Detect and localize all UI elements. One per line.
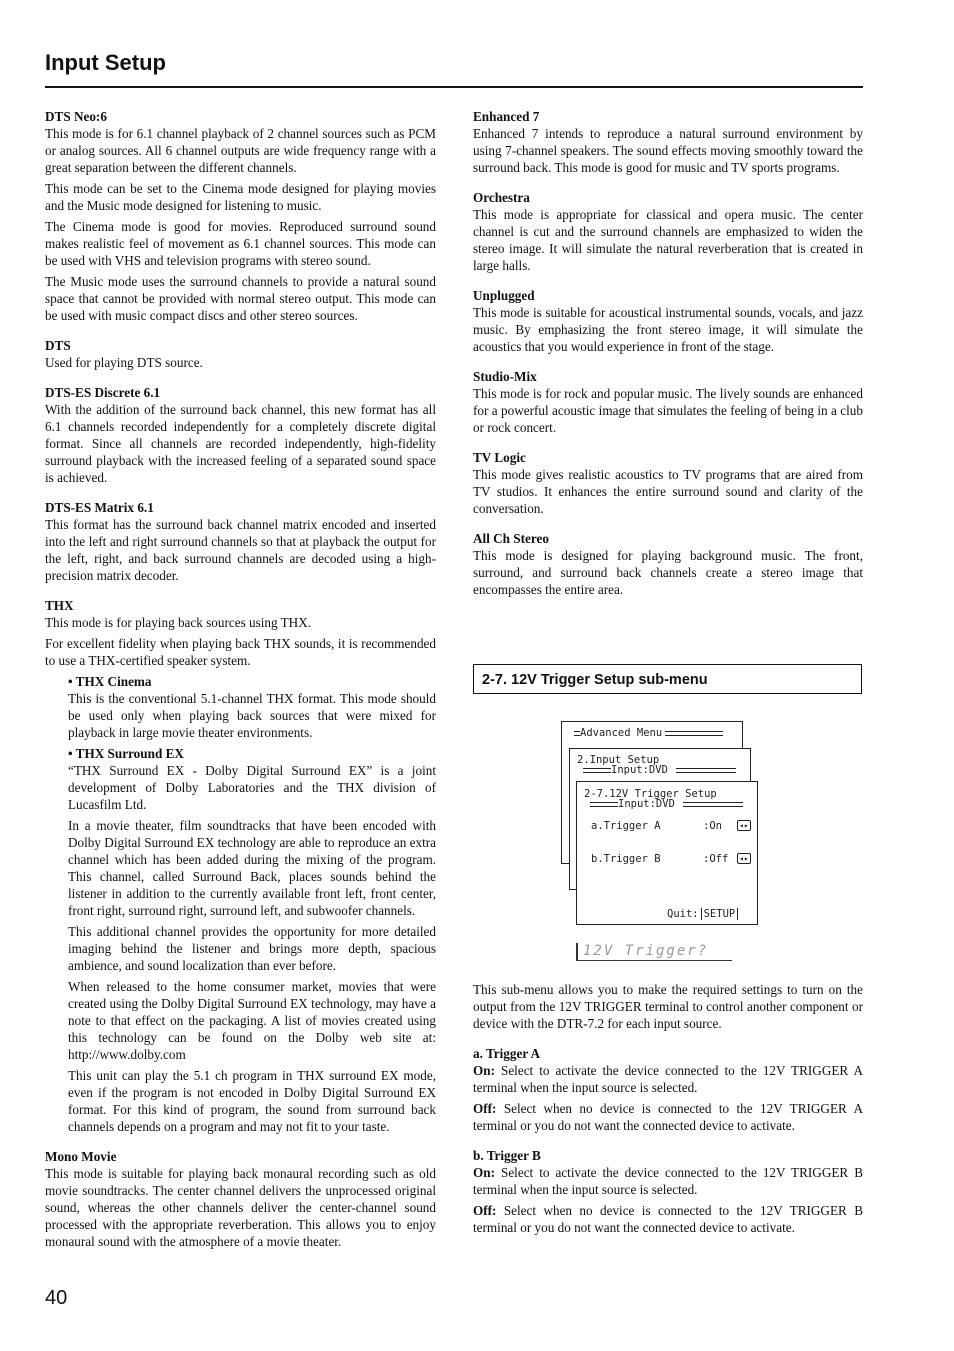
paragraph: When released to the home consumer market, movies that were created using the Dolby Digital Surround EX technology, may have a note to that effect on the packaging. A list of movies created using this technology can be found on the Dolby web site at: http://www.dolby.com <box>68 979 436 1062</box>
paragraph: This mode can be set to the Cinema mode designed for playing movies and the Music mode designed for listening to music. <box>45 181 436 213</box>
page-title: Input Setup <box>45 50 166 75</box>
osd-divider <box>583 768 611 773</box>
osd-trigger-setup-title: 2-7.12V Trigger Setup <box>584 788 717 800</box>
osd-divider <box>665 731 723 736</box>
off-label: Off: <box>473 1101 497 1116</box>
osd-input-dvd: Input:DVD <box>618 798 675 810</box>
paragraph <box>473 1100 863 1134</box>
paragraph: This mode gives realistic acoustics to TV programs that are aired from TV studios. It enhances the entire surround sound and clarity of the conversation. <box>473 467 863 516</box>
heading-trigger-a: a. Trigger A <box>473 1046 541 1061</box>
paragraph: In a movie theater, film soundtracks that have been encoded with Dolby Digital Surround EX technology are able to reproduce an extra channel which has been added during the mixing of the program. This channel, called Surround Back, places sounds behind the listener in addition to the currently available front left, front center, front right, surround right, surround left, and subwoofer channels. <box>68 818 436 918</box>
heading-enhanced7: Enhanced 7 <box>473 109 540 124</box>
osd-trigger-setup-window <box>576 781 758 925</box>
paragraph: This format has the surround back channel matrix encoded and inserted into the left and right surround channels so that at playback the output for the left, right, and back surround channels are decoded using a high-precision matrix decoder. <box>45 517 436 583</box>
osd-trigger-a-value[interactable]: :On <box>703 820 722 832</box>
osd-divider <box>683 802 743 807</box>
osd-input-setup-title: 2.Input Setup <box>577 754 660 766</box>
heading-unplugged: Unplugged <box>473 288 535 303</box>
paragraph: Enhanced 7 intends to reproduce a natural surround environment by using 7-channel speakers. The sound effects moving smoothly toward the surround back. This mode is good for music and TV sports programs. <box>473 126 863 175</box>
front-display: 12V Trigger? <box>576 943 732 961</box>
osd-quit-label: Quit: <box>667 908 699 920</box>
paragraph: This additional channel provides the opportunity for more detailed imaging behind the listener and brings more depth, spacious ambience, and sound localization than ever before. <box>68 924 436 973</box>
paragraph: This mode is appropriate for classical and opera music. The center channel is cut and the surround channels are emphasized to widen the stereo image. It will simulate the natural reverberation that is created in large halls. <box>473 207 863 273</box>
paragraph: This mode is for rock and popular music. The lively sounds are enhanced for a powerful acoustic image that simulates the feeling of being in a club or rock concert. <box>473 386 863 435</box>
paragraph: This mode is designed for playing background music. The front, surround, and surround back channels create a stereo image that encompasses the entire area. <box>473 548 863 597</box>
off-text: Select when no device is connected to the 12V TRIGGER B terminal or you do not want the connected device to activate. <box>473 1203 863 1235</box>
right-column <box>473 108 863 598</box>
on-text: Select to activate the device connected to the 12V TRIGGER A terminal when the input source is selected. <box>473 1063 863 1095</box>
heading-thx: THX <box>45 598 74 613</box>
paragraph: “THX Surround EX - Dolby Digital Surround EX” is a joint development of Dolby Laboratories and the THX division of Lucasfilm Ltd. <box>68 763 436 812</box>
heading-dts-neo6: DTS Neo:6 <box>45 109 107 124</box>
paragraph: This is the conventional 5.1-channel THX format. This mode should be used only when playing back sources that were mixed for playback in large movie theater environments. <box>68 691 436 740</box>
paragraph: This mode is suitable for playing back monaural recording such as old movie soundtracks. The center channel delivers the unprocessed original sound, whereas the other channels deliver the center-channel sound processed with the appropriate reverberation. This allows you to enjoy monaural sound with the atmosphere of a movie theater. <box>45 1166 436 1249</box>
heading-tv-logic: TV Logic <box>473 450 526 465</box>
osd-input-dvd: Input:DVD <box>611 764 668 776</box>
osd-trigger-b-value[interactable]: :Off <box>703 853 729 865</box>
paragraph <box>473 1202 863 1236</box>
on-label: On: <box>473 1165 495 1180</box>
page-number: 40 <box>45 1287 68 1309</box>
heading-dts-es-discrete: DTS-ES Discrete 6.1 <box>45 385 161 400</box>
osd-divider <box>676 768 736 773</box>
bullet-thx-cinema: • THX Cinema <box>68 674 152 689</box>
paragraph: The Music mode uses the surround channels to provide a natural sound space that cannot be provided with normal stereo output. This mode can be used with music compact discs and other stereo sources. <box>45 274 436 323</box>
title-rule <box>45 86 863 88</box>
off-label: Off: <box>473 1203 497 1218</box>
on-label: On: <box>473 1063 495 1078</box>
section-title-box: 2-7. 12V Trigger Setup sub-menu <box>473 664 862 694</box>
osd-trigger-b-label[interactable]: b.Trigger B <box>591 853 661 865</box>
paragraph: With the addition of the surround back channel, this new format has all 6.1 channels recorded independently for a completely discrete digital format. Since all channels are recorded independently, high-fidelity surround playback with the increased feeling of a separated sound space is achieved. <box>45 402 436 485</box>
paragraph: This mode is for 6.1 channel playback of 2 channel sources such as PCM or analog sources. All 6 channel outputs are wide frequency range with a great separation between the different channels. <box>45 126 436 175</box>
paragraph: Used for playing DTS source. <box>45 355 203 370</box>
heading-mono-movie: Mono Movie <box>45 1149 117 1164</box>
heading-dts: DTS <box>45 338 71 353</box>
left-right-arrows-icon: ◂▸ <box>739 821 749 830</box>
paragraph <box>473 1164 863 1198</box>
paragraph: This mode is for playing back sources using THX. <box>45 615 312 630</box>
right-column-lower <box>473 981 863 1236</box>
paragraph <box>473 1062 863 1096</box>
paragraph: This unit can play the 5.1 ch program in THX surround EX mode, even if the program is not encoded in Dolby Digital Surround EX format. For this kind of program, the sound from surround back channels depends on a program and may not fit to your taste. <box>68 1068 436 1134</box>
heading-orchestra: Orchestra <box>473 190 530 205</box>
osd-advanced-menu-title: Advanced Menu <box>580 727 663 739</box>
paragraph: This mode is suitable for acoustical instrumental sounds, vocals, and jazz music. By emphasizing the front stereo image, it will simulate the acoustics that you would experience in front of the stage. <box>473 305 863 354</box>
off-text: Select when no device is connected to the 12V TRIGGER A terminal or you do not want the connected device to activate. <box>473 1101 863 1133</box>
heading-trigger-b: b. Trigger B <box>473 1148 541 1163</box>
osd-trigger-a-label[interactable]: a.Trigger A <box>591 820 661 832</box>
on-text: Select to activate the device connected to the 12V TRIGGER B terminal when the input source is selected. <box>473 1165 863 1197</box>
paragraph: For excellent fidelity when playing back THX sounds, it is recommended to use a THX-certified speaker system. <box>45 636 436 668</box>
paragraph: The Cinema mode is good for movies. Reproduced surround sound makes realistic feel of movement as 6.1 channel sources. This mode can be used with VHS and television programs with stereo sound. <box>45 219 436 268</box>
heading-dts-es-matrix: DTS-ES Matrix 6.1 <box>45 500 154 515</box>
paragraph: This sub-menu allows you to make the required settings to turn on the output from the 12V TRIGGER terminal to control another component or device with the DTR-7.2 for each input source. <box>473 982 863 1031</box>
bullet-thx-surround-ex: • THX Surround EX <box>68 746 184 761</box>
heading-studio-mix: Studio-Mix <box>473 369 537 384</box>
left-column <box>45 108 436 1250</box>
left-right-arrows-icon: ◂▸ <box>739 854 749 863</box>
osd-divider <box>590 802 618 807</box>
osd-setup-key[interactable]: SETUP <box>701 908 739 920</box>
heading-all-ch-stereo: All Ch Stereo <box>473 531 549 546</box>
